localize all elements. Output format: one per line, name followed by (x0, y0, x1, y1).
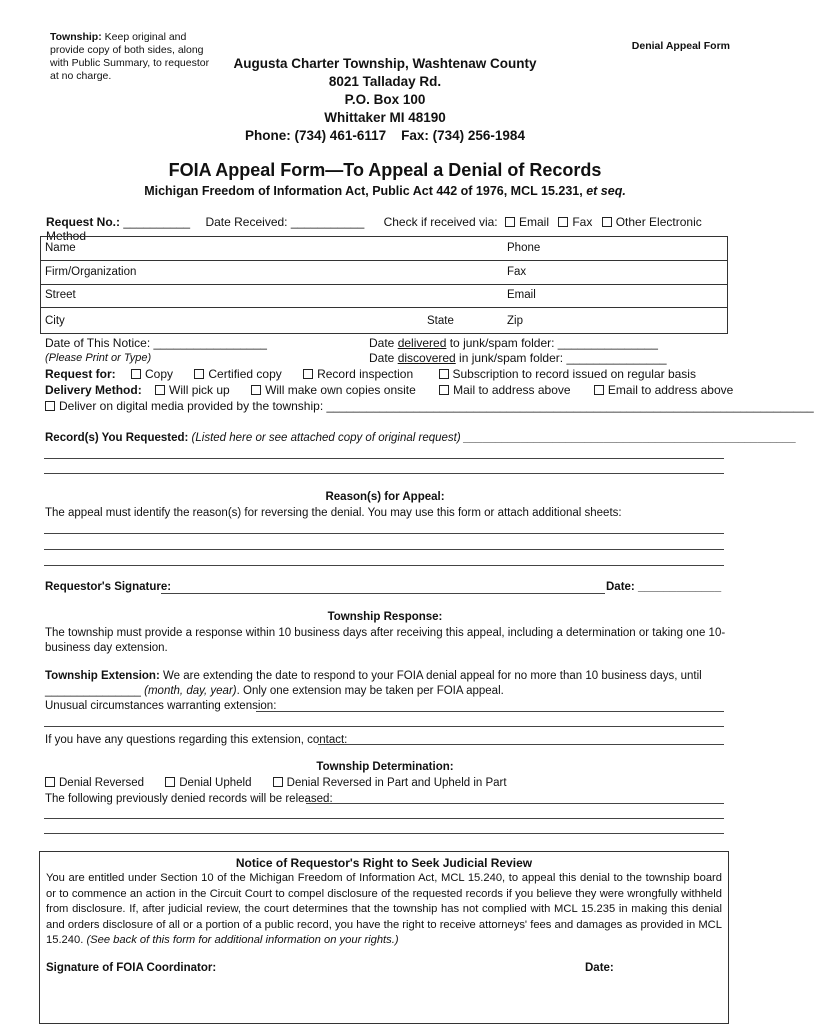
denial-reversed-checkbox[interactable] (45, 777, 55, 787)
records-line[interactable] (44, 473, 724, 474)
township-street: 8021 Talladay Rd. (328, 74, 442, 89)
mail-checkbox[interactable] (439, 385, 449, 395)
reasons-line[interactable] (44, 549, 724, 550)
delivered-post: to junk/spam folder: _______________ (446, 336, 658, 350)
township-phone: Phone: (734) 461-6117 Fax: (734) 256-1984 (245, 128, 525, 143)
discovered-underlined: discovered (397, 351, 456, 365)
corner-note-line: with Public Summary, to requestor (50, 57, 210, 69)
released-line[interactable] (44, 833, 724, 834)
extension-body-2: . Only one extension may be taken per FOIA appeal. (236, 685, 504, 697)
reasons-line[interactable] (44, 565, 724, 566)
request-no-field[interactable]: __________ (123, 215, 191, 229)
onsite-copies-label: Will make own copies onsite (265, 383, 416, 397)
name-field[interactable]: Name (45, 242, 76, 254)
state-field[interactable]: State (427, 315, 454, 327)
subscription-label: Subscription to record issued on regular basis (452, 367, 696, 381)
records-line[interactable] (44, 458, 724, 459)
determination-heading: Township Determination: (316, 761, 454, 773)
response-text: The township must provide a response within 10 business days after receiving this appeal, including a determination or taking one 10-business day extension. (45, 627, 726, 654)
discovered-pre: Date (369, 351, 398, 365)
judicial-hint: (See back of this form for additional information on your rights.) (86, 934, 399, 946)
fax-checkbox[interactable] (558, 217, 568, 227)
released-records-field[interactable] (306, 803, 724, 804)
denial-upheld-checkbox[interactable] (165, 777, 175, 787)
pickup-label: Will pick up (169, 383, 230, 397)
record-inspection-checkbox[interactable] (303, 369, 313, 379)
township-po: P.O. Box 100 (344, 92, 426, 107)
received-via-label: Check if received via: (383, 215, 498, 229)
street-field[interactable]: Street (45, 289, 76, 301)
delivered-pre: Date (369, 336, 398, 350)
township-header (190, 55, 580, 145)
requestor-signature-label: Requestor's Signature: (45, 581, 172, 593)
requestor-date-field[interactable]: Date: _____________ (606, 581, 722, 593)
digital-media-label[interactable]: Deliver on digital media provided by the township: _________________________________________________________________________ (59, 399, 814, 413)
delivery-method-label: Delivery Method: (45, 383, 142, 397)
request-for-row (45, 367, 745, 381)
denial-reversed-label: Denial Reversed (59, 777, 145, 789)
fax-option-label: Fax (572, 215, 593, 229)
table-row (41, 237, 727, 261)
table-row (41, 284, 727, 308)
extension-label: Township Extension: (45, 670, 160, 682)
denial-upheld-label: Denial Upheld (179, 777, 252, 789)
form-title: FOIA Appeal Form—To Appeal a Denial of Records (168, 160, 602, 180)
email-option-label: Email (518, 215, 549, 229)
firm-field[interactable]: Firm/Organization (45, 266, 137, 278)
records-hint[interactable]: (Listed here or see attached copy of original request) ____________________________________________________ (188, 432, 797, 444)
certified-copy-checkbox[interactable] (194, 369, 204, 379)
phone-field[interactable]: Phone (507, 242, 541, 254)
fax-field[interactable]: Fax (507, 266, 527, 278)
zip-field[interactable]: Zip (507, 315, 523, 327)
records-requested-row (45, 432, 797, 444)
print-type-hint: (Please Print or Type) (45, 352, 152, 364)
request-no-label: Request No.: (46, 215, 121, 229)
extension-contact-field[interactable] (318, 744, 724, 745)
email-field[interactable]: Email (507, 289, 536, 301)
discovered-post: in junk/spam folder: _______________ (455, 351, 667, 365)
form-subtitle (0, 184, 770, 198)
record-inspection-label: Record inspection (317, 367, 414, 381)
table-row (41, 260, 727, 285)
date-of-notice-field[interactable]: Date of This Notice: _________________ (45, 336, 267, 350)
delivery-method-row (45, 383, 745, 397)
records-label: Record(s) You Requested: (45, 432, 189, 444)
digital-media-checkbox[interactable] (45, 401, 55, 411)
judicial-body: You are entitled under Section 10 of the Michigan Freedom of Information Act, MCL 15.240, to appeal this denial to the township board or to commence an action in the Circuit Court to compel disclosure of the requested records if you believe they were wrongfully withheld from disclosure. If, after judicial review, the court determines that the township has not complied with MCL 15.235 in making this denial and orders disclosure of all or a portion of a public record, you have the right to receive attorneys' fees and damages as provided in MCL 15.240. (46, 872, 722, 946)
reasons-line[interactable] (44, 533, 724, 534)
corner-note-text: Keep original and (101, 31, 187, 43)
township-city: Whittaker MI 48190 (324, 110, 446, 125)
extension-contact-label: If you have any questions regarding this extension, contact: (45, 734, 348, 746)
unusual-circumstances-field[interactable] (256, 711, 724, 712)
reasons-text: The appeal must identify the reason(s) for reversing the denial. You may use this form or attach additional sheets: (45, 507, 622, 519)
subtitle-text: Michigan Freedom of Information Act, Public Act 442 of 1976, MCL 15.231, (144, 184, 583, 198)
released-records-label: The following previously denied records will be released: (45, 793, 333, 805)
pickup-checkbox[interactable] (155, 385, 165, 395)
discovered-junk-field[interactable] (369, 351, 667, 365)
email-delivery-checkbox[interactable] (594, 385, 604, 395)
copy-checkbox[interactable] (131, 369, 141, 379)
coordinator-date-label: Date: (585, 962, 614, 974)
released-line[interactable] (44, 818, 724, 819)
judicial-heading: Notice of Requestor's Right to Seek Judicial Review (235, 856, 533, 870)
subscription-checkbox[interactable] (439, 369, 449, 379)
contact-table (40, 236, 728, 334)
form-tag: Denial Appeal Form (631, 40, 730, 52)
other-method-label: Other Electronic Method (46, 215, 702, 243)
corner-note-line: provide copy of both sides, along (50, 44, 204, 56)
extension-date-field[interactable]: _______________ (45, 685, 145, 697)
unusual-line[interactable] (44, 726, 724, 727)
onsite-copies-checkbox[interactable] (251, 385, 261, 395)
delivered-junk-field[interactable] (369, 336, 658, 350)
email-checkbox[interactable] (505, 217, 515, 227)
extension-date-hint: (month, day, year) (144, 685, 237, 697)
mail-label: Mail to address above (453, 383, 571, 397)
judicial-text (46, 871, 722, 949)
delivered-underlined: delivered (397, 336, 447, 350)
copy-label: Copy (145, 367, 174, 381)
requestor-signature-field[interactable] (161, 593, 605, 594)
city-field[interactable]: City (45, 315, 65, 327)
email-delivery-label: Email to address above (607, 383, 734, 397)
unusual-circumstances-label: Unusual circumstances warranting extension: (45, 700, 277, 712)
judicial-review-notice (39, 851, 729, 1024)
denial-partial-label: Denial Reversed in Part and Upheld in Part (286, 777, 507, 789)
digital-media-row (45, 399, 814, 413)
date-received-field[interactable]: Date Received: ___________ (205, 215, 365, 229)
corner-note-line: at no charge. (50, 70, 112, 82)
denial-partial-checkbox[interactable] (273, 777, 283, 787)
subtitle-em: et seq. (586, 184, 626, 198)
certified-copy-label: Certified copy (208, 367, 282, 381)
determination-options (45, 776, 507, 791)
response-heading: Township Response: (327, 611, 443, 623)
extension-body: We are extending the date to respond to your FOIA denial appeal for no more than 10 business days, until (159, 670, 702, 682)
corner-note-bold: Township: (50, 31, 102, 43)
coordinator-signature-label: Signature of FOIA Coordinator: (46, 962, 217, 974)
extension-text (45, 669, 735, 699)
request-for-label: Request for: (45, 367, 116, 381)
reasons-heading: Reason(s) for Appeal: (325, 491, 445, 503)
other-method-checkbox[interactable] (602, 217, 612, 227)
township-name: Augusta Charter Township, Washtenaw County (233, 56, 537, 71)
